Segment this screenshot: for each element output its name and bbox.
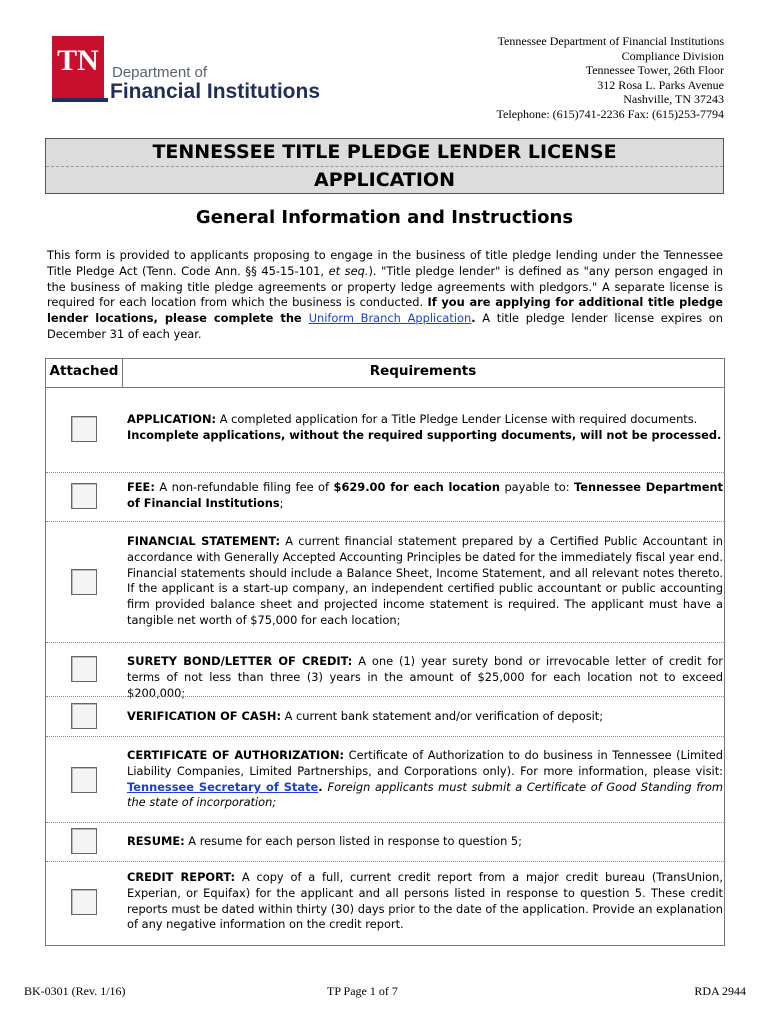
intro-text: ). "Title pledge lender" is defined as "any person engaged in the business of making title pledge agreements or property ledge agreements with pledgors." A separate license is required for each location from which the business is conducted. xyxy=(47,263,723,310)
section-heading: General Information and Instructions xyxy=(195,207,574,228)
requirement-text xyxy=(127,412,723,444)
form-title-line-1: TENNESSEE TITLE PLEDGE LENDER LICENSE xyxy=(46,139,723,167)
table-row xyxy=(46,642,724,700)
intro-paragraph: This form is provided to applicants proposing to engage in the business of title pledge lending under the Tennessee Title Pledge Act (Tenn. Code Ann. §§ 45-15-101, et seq.). "Title pledge lender" is defined as "any person engaged in the business of making title pledge agreements or property ledge agreements with pledgors." A separate license is required for each location from which the business is conducted. If you are applying for additional title pledge lender locations, please complete the Uniform Branch Application. A title pledge lender license expires on December 31 of each year. xyxy=(47,248,723,341)
table-row xyxy=(46,472,724,522)
contact-line: Telephone: (615)741-2236 Fax: (615)253-7794 xyxy=(496,106,724,121)
rda-number: RDA 2944 xyxy=(694,984,746,998)
requirement-body: A one (1) year surety bond or irrevocable letter of credit for terms of not less than three (3) years in the amount of $25,000 for each location not to exceed $200,000; xyxy=(127,654,723,700)
fee-amount: $629.00 for each location xyxy=(333,480,500,494)
requirement-bold-note: Incomplete applications, without the required supporting documents, will not be processed. xyxy=(127,427,722,442)
attached-checkbox-surety-bond[interactable] xyxy=(71,656,97,682)
requirement-italic-note: Foreign applicants must submit a Certificate of Good Standing from the state of incorporation; xyxy=(127,779,723,810)
tn-logo-block xyxy=(52,36,104,98)
requirement-text xyxy=(127,480,723,512)
attached-checkbox-resume[interactable] xyxy=(71,828,97,854)
requirement-text xyxy=(127,834,723,850)
table-row xyxy=(46,861,724,944)
attached-checkbox-verification-of-cash[interactable] xyxy=(71,703,97,729)
attached-checkbox-application[interactable] xyxy=(71,416,97,442)
intro-bold-text: If you are applying for additional title pledge lender locations, please complete the xyxy=(47,295,723,326)
attached-checkbox-financial-statement[interactable] xyxy=(71,569,97,595)
requirement-text xyxy=(127,748,723,811)
requirement-body: Certificate of Authorization to do business in Tennessee (Limited Liability Companies, Limited Partnerships, and Corporations only). For more information, please visit: xyxy=(127,748,724,778)
requirement-label: RESUME: xyxy=(127,834,185,848)
attached-checkbox-fee[interactable] xyxy=(71,483,97,509)
requirement-label: SURETY BOND/LETTER OF CREDIT: xyxy=(127,654,353,668)
table-row xyxy=(46,736,724,823)
uniform-branch-application-link[interactable]: Uniform Branch Application xyxy=(308,311,472,326)
requirement-text xyxy=(127,654,723,701)
requirement-label: VERIFICATION OF CASH: xyxy=(127,709,282,723)
form-number: BK-0301 (Rev. 1/16) xyxy=(24,984,126,998)
requirements-table xyxy=(45,358,725,946)
requirement-label: FINANCIAL STATEMENT: xyxy=(127,534,281,548)
contact-line: Tennessee Department of Financial Institutions xyxy=(497,34,724,48)
table-row xyxy=(46,696,724,737)
attached-column-header: Attached xyxy=(49,363,119,379)
requirement-label: FEE: xyxy=(127,480,155,494)
requirement-body: A current bank statement and/or verification of deposit; xyxy=(281,709,604,723)
intro-et-seq: et seq. xyxy=(328,263,369,278)
table-row xyxy=(46,822,724,862)
table-row xyxy=(46,521,724,643)
logo-department-text: Department of xyxy=(112,64,208,81)
requirement-body: A copy of a full, current credit report from a major credit bureau (TransUnion, Experian, or Equifax) for the applicant and all persons listed in response to question 5. These credit reports must be dated within thirty (30) days prior to the date of the application. Provide an explanation of any negative information on the credit report. xyxy=(127,870,723,932)
form-title-box xyxy=(45,138,724,194)
tn-dfi-logo xyxy=(52,36,321,104)
contact-address-block xyxy=(497,34,724,121)
requirement-label: CREDIT REPORT: xyxy=(127,870,236,884)
contact-line: Tennessee Tower, 26th Floor xyxy=(585,63,724,77)
page-number: TP Page 1 of 7 xyxy=(327,984,398,998)
contact-line: Compliance Division xyxy=(621,48,724,63)
table-row xyxy=(46,388,724,472)
table-header xyxy=(46,359,724,388)
requirement-body: A completed application for a Title Pledge Lender License with required documents. xyxy=(216,412,698,426)
requirement-text xyxy=(127,534,723,629)
requirement-body: A resume for each person listed in response to question 5; xyxy=(184,834,523,848)
requirement-body: payable to: xyxy=(499,480,575,494)
attached-checkbox-certificate-of-authorization[interactable] xyxy=(71,767,97,793)
tennessee-secretary-of-state-link[interactable]: Tennessee Secretary of State xyxy=(127,779,319,794)
form-title-line-2: APPLICATION xyxy=(314,169,455,191)
requirement-body: . xyxy=(318,779,328,794)
intro-text: A title pledge lender license expires on December 31 of each year. xyxy=(47,311,723,341)
requirement-label: APPLICATION: xyxy=(127,412,217,426)
requirement-body: A current financial statement prepared by a Certified Public Accountant in accordance with Generally Accepted Accounting Principles be dated for the immediately fiscal year end. Financial statements should include a Balance Sheet, Income Statement, and all relevant notes thereto. If the applicant is a start-up company, an independent certified public accountant or public accounting firm provided balance sheet and projected income statement is required. The applicant must have a tangible net worth of $75,000 for each location; xyxy=(127,534,723,627)
intro-text: This form is provided to applicants proposing to engage in the business of title pledge lending under the Tennessee Title Pledge Act (Tenn. Code Ann. §§ 45-15-101, xyxy=(47,248,723,278)
requirements-column-header: Requirements xyxy=(369,363,477,379)
requirement-text xyxy=(127,709,723,725)
requirement-label: CERTIFICATE OF AUTHORIZATION: xyxy=(127,748,345,762)
contact-line: Nashville, TN 37243 xyxy=(623,92,724,106)
fee-payee: Tennessee Department of Financial Institutions xyxy=(127,480,723,510)
requirement-body: A non-refundable filing fee of xyxy=(154,480,334,494)
logo-financial-institutions-text: Financial Institutions xyxy=(110,80,321,103)
contact-line: 312 Rosa L. Parks Avenue xyxy=(597,77,724,92)
requirement-text xyxy=(127,870,723,933)
attached-checkbox-credit-report[interactable] xyxy=(71,889,97,915)
requirement-body: ; xyxy=(279,495,284,510)
logo-tn-text: TN xyxy=(57,44,99,77)
logo-underline xyxy=(52,98,108,102)
